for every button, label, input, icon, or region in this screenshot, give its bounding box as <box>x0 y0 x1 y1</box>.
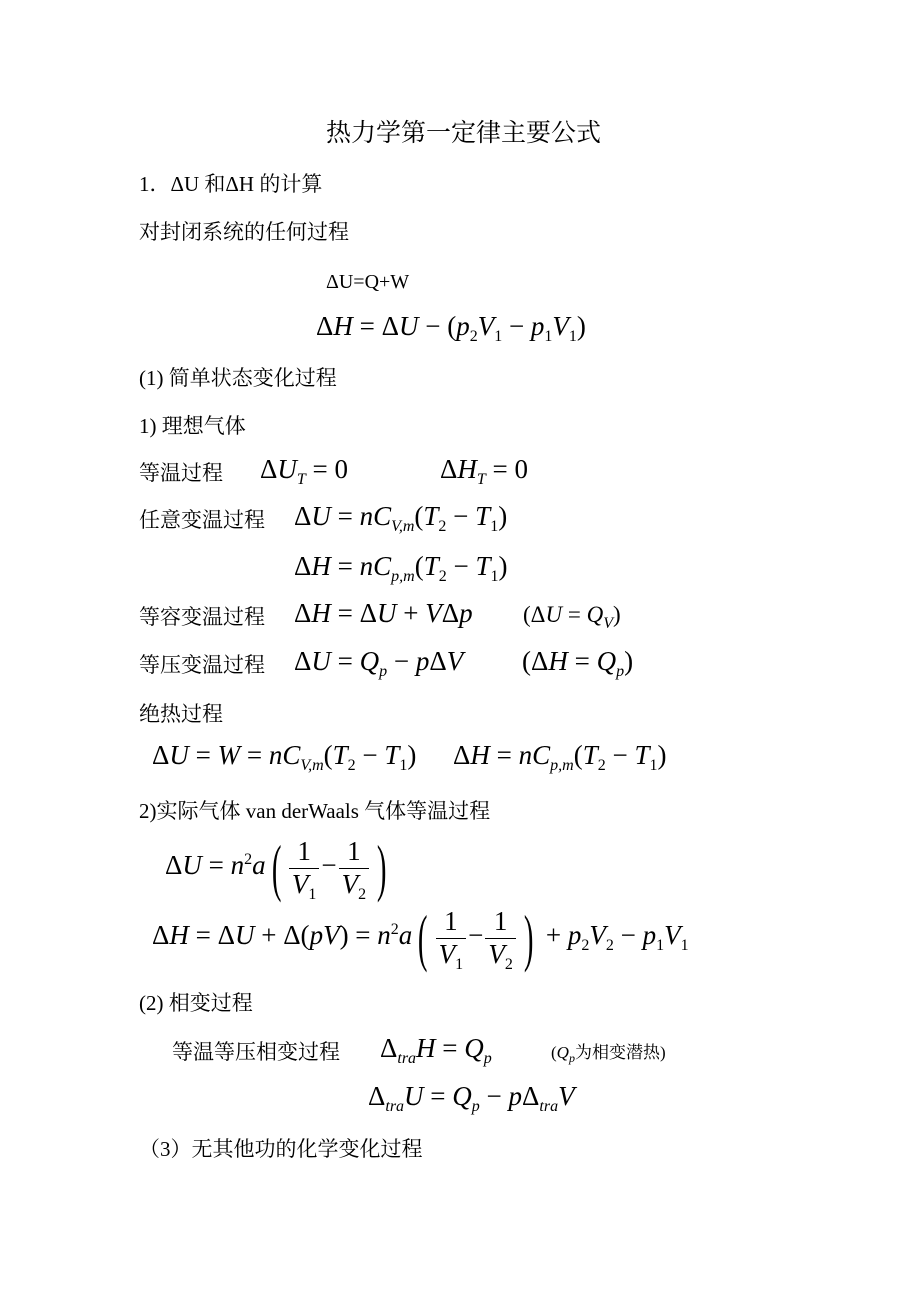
isochoric-label: 等容变温过程 <box>139 605 265 629</box>
eq-arbitrary-u: $\Delta U = nC_{V,m}(T_2 - T_1)$ <box>294 501 508 535</box>
phase-note: ($Q_p$为相变潜热) <box>551 1043 666 1065</box>
isobaric-label: 等压变温过程 <box>139 653 265 677</box>
phase-note-text: 为相变潜热) <box>574 1043 666 1062</box>
eq-isochoric-note: $(\Delta U = Q_V)$ <box>523 602 621 632</box>
sub-heading-2: (2) 相变过程 <box>139 991 253 1015</box>
eq-phase-h: $\Delta_{tra}H = Q_p$ <box>380 1033 492 1067</box>
eq-isobaric-note: $(\Delta H = Q_p)$ <box>522 646 634 680</box>
sub-heading-3: （3）无其他功的化学变化过程 <box>139 1137 423 1161</box>
adiabatic-label: 绝热过程 <box>139 702 223 726</box>
eq-arbitrary-h: $\Delta H = nC_{p,m}(T_2 - T_1)$ <box>294 551 508 585</box>
eq-isochoric: ΔH = ΔU + VΔp <box>294 598 473 628</box>
real-gas-label: 2)实际气体 van derWaals 气体等温过程 <box>139 799 491 823</box>
section-heading: 1．ΔU 和ΔH 的计算 <box>139 172 323 196</box>
eq-isothermal-u: $\Delta U_T = 0$ <box>260 454 349 488</box>
eq-phase-u: $\Delta_{tra}U = Q_p - p\Delta_{tra}V$ <box>368 1081 575 1115</box>
eq-isothermal-h: $\Delta H_T = 0$ <box>440 454 529 488</box>
ideal-gas-label: 1) 理想气体 <box>139 414 246 438</box>
eq-delta-h: $\Delta H = \Delta U - (p_2V_1 - p_1V_1)$ <box>316 311 586 345</box>
sub-heading-1: (1) 简单状态变化过程 <box>139 366 337 390</box>
eq-delta-u: ΔU=Q+W <box>326 271 410 293</box>
eq-adiabatic-u: $\Delta U = W = nC_{V,m}(T_2 - T_1)$ <box>152 740 417 774</box>
isothermal-label: 等温过程 <box>139 461 223 485</box>
eq-vdw-h: $\Delta H = \Delta U + \Delta(pV) = n^2a$( $\frac{1}{V_1}$ − $\frac{1}{V_2}$ ) + $p_2V_2 - p_1V_1$ <box>152 902 689 973</box>
arbitrary-temp-label: 任意变温过程 <box>139 508 265 532</box>
eq-isobaric: $\Delta U = Q_p - p\Delta V$ <box>294 646 464 680</box>
eq-adiabatic-h: $\Delta H = nC_{p,m}(T_2 - T_1)$ <box>453 740 667 774</box>
page-title: 热力学第一定律主要公式 <box>326 120 602 147</box>
intro-text: 对封闭系统的任何过程 <box>139 220 349 244</box>
iso-phase-label: 等温等压相变过程 <box>172 1040 340 1064</box>
eq-vdw-u: $\Delta U = n^2a$( $\frac{1}{V_1}$ − $\frac{1}{V_2}$ ) <box>165 832 387 903</box>
